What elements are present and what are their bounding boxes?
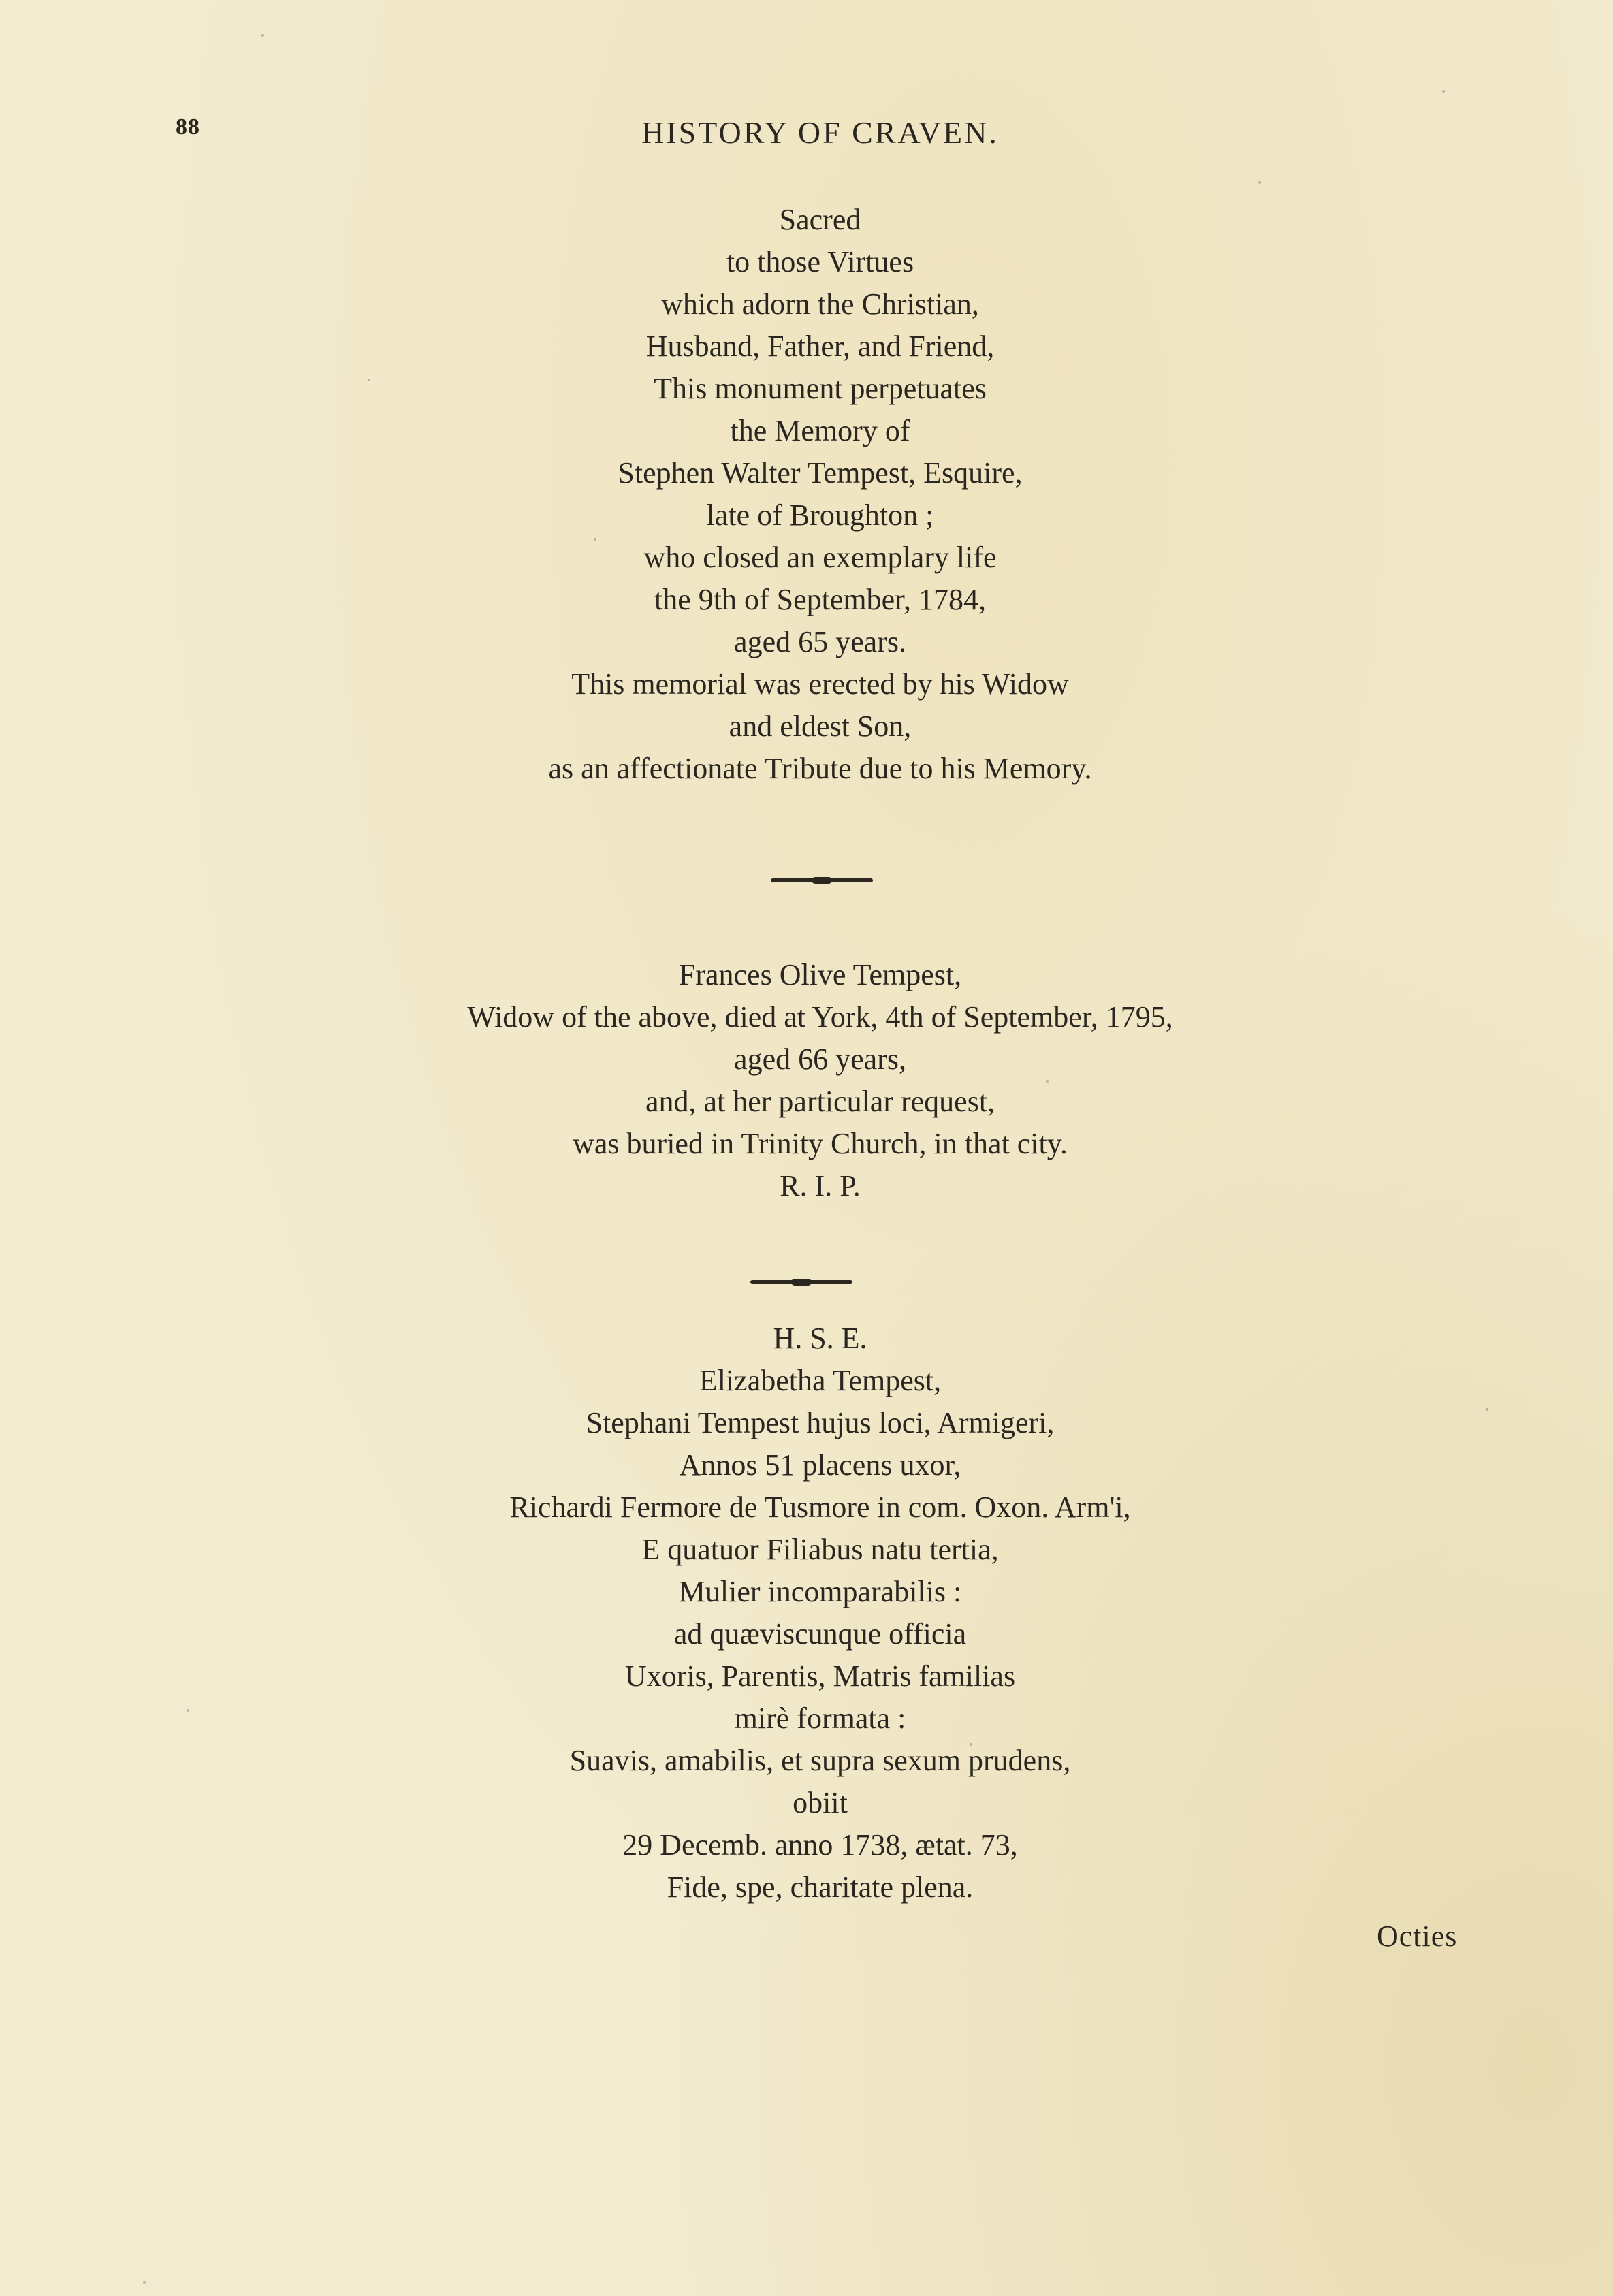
paper-speck	[143, 2281, 146, 2284]
inscription-line: R. I. P.	[780, 1169, 861, 1202]
inscription-line: 29 Decemb. anno 1738, ætat. 73,	[622, 1828, 1018, 1862]
page-number: 88	[176, 114, 200, 140]
inscription-line: This monument perpetuates	[654, 372, 987, 405]
inscription-line: aged 66 years,	[734, 1042, 906, 1076]
inscription-line: to those Virtues	[726, 245, 914, 278]
inscription-line: Stephani Tempest hujus loci, Armigeri,	[586, 1406, 1055, 1439]
inscription-line: Elizabetha Tempest,	[699, 1364, 942, 1397]
inscription-line: Frances Olive Tempest,	[678, 958, 962, 991]
inscription-line: Sacred	[779, 203, 861, 236]
paper-speck	[1442, 90, 1445, 93]
inscription-line: H. S. E.	[773, 1322, 867, 1355]
inscription-line: E quatuor Filiabus natu tertia,	[641, 1533, 999, 1566]
inscription-line: ad quæviscunque officia	[673, 1617, 967, 1651]
section-divider	[750, 1280, 852, 1284]
paper-speck	[187, 1709, 189, 1712]
inscription-line: the Memory of	[730, 414, 910, 447]
inscription-line: Suavis, amabilis, et supra sexum prudens,	[569, 1744, 1071, 1777]
paper-speck	[1258, 181, 1261, 184]
section-divider	[771, 878, 873, 882]
catchword: Octies	[1377, 1919, 1458, 1953]
inscription-line: Richardi Fermore de Tusmore in com. Oxon. Arm'i,	[509, 1490, 1131, 1524]
inscription-line: late of Broughton ;	[706, 498, 934, 532]
inscription-line: as an affectionate Tribute due to his Memory.	[548, 752, 1092, 785]
inscription-line: aged 65 years.	[734, 625, 906, 658]
inscription-line: Uxoris, Parentis, Matris familias	[624, 1659, 1016, 1693]
inscription-line: and, at her particular request,	[645, 1085, 995, 1118]
inscription-stephen-tempest	[0, 199, 1613, 790]
paper-speck	[261, 34, 264, 37]
paper-speck	[1486, 1408, 1488, 1411]
running-title: HISTORY OF CRAVEN.	[641, 115, 999, 150]
inscription-elizabetha-tempest	[0, 1318, 1613, 1909]
paper-speck	[594, 538, 596, 541]
inscription-line: the 9th of September, 1784,	[654, 583, 987, 616]
inscription-line: Annos 51 placens uxor,	[679, 1448, 961, 1482]
inscription-line: This memorial was erected by his Widow	[571, 667, 1069, 701]
inscription-line: and eldest Son,	[729, 709, 912, 743]
inscription-line: Husband, Father, and Friend,	[645, 330, 995, 363]
inscription-frances-tempest	[0, 954, 1613, 1207]
paper-speck	[970, 1743, 972, 1746]
inscription-line: which adorn the Christian,	[661, 287, 979, 321]
paper-speck	[1046, 1080, 1049, 1083]
inscription-line: was buried in Trinity Church, in that city.	[573, 1127, 1068, 1160]
inscription-line: mirè formata :	[734, 1702, 906, 1735]
inscription-line: Fide, spe, charitate plena.	[667, 1870, 974, 1904]
inscription-line: Widow of the above, died at York, 4th of September, 1795,	[467, 1000, 1173, 1034]
inscription-line: obiit	[793, 1786, 848, 1819]
inscription-line: Stephen Walter Tempest, Esquire,	[618, 456, 1023, 490]
inscription-line: who closed an exemplary life	[643, 541, 997, 574]
inscription-line: Mulier incomparabilis :	[678, 1575, 962, 1608]
paper-speck	[368, 379, 370, 381]
